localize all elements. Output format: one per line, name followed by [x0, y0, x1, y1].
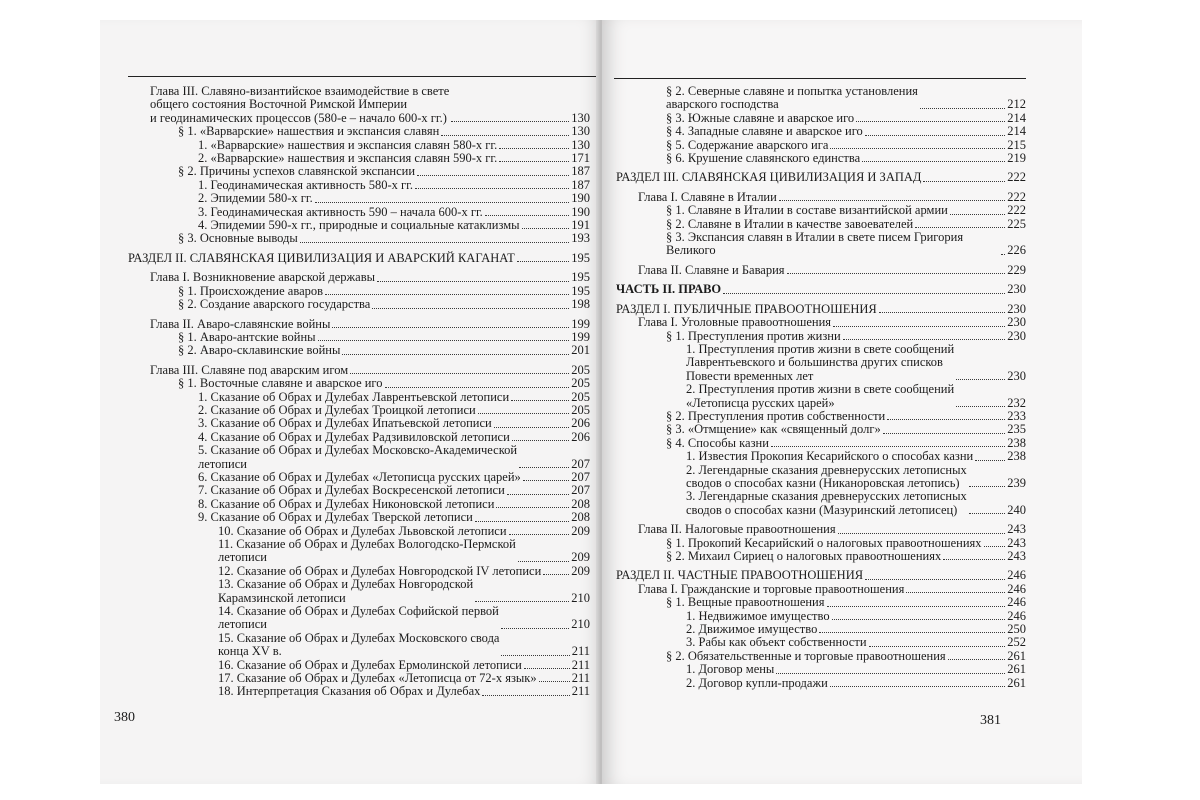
toc-entry [128, 252, 590, 265]
right-page [602, 20, 1082, 784]
toc-entry-page: 209 [571, 550, 590, 565]
toc-entry [128, 525, 590, 538]
toc-leader-dots [830, 686, 1005, 687]
toc-entry-title: 16. Сказание об Обрах и Дулебах Ермолинской летописи [218, 657, 522, 672]
toc-entry-page: 246 [1007, 595, 1026, 610]
toc-entry [128, 206, 590, 219]
toc-entry [128, 578, 590, 605]
toc-entry [128, 179, 590, 192]
toc-entry-title: § 2. Создание аварского государства [178, 297, 371, 312]
toc-leader-dots [865, 135, 1005, 136]
toc-entry-page: 211 [571, 684, 590, 699]
toc-entry-page: 206 [571, 416, 590, 431]
toc-leader-dots [377, 281, 569, 282]
toc-entry-page: 209 [571, 523, 590, 538]
toc-entry [128, 672, 590, 685]
toc-entry-page: 210 [571, 617, 590, 632]
toc-entry-title: § 4. Западные славяне и аварское иго [666, 124, 863, 139]
toc-leader-dots [843, 339, 1006, 340]
toc-entry [616, 423, 1026, 436]
toc-entry-page: 191 [571, 218, 590, 233]
toc-entry [616, 490, 1026, 517]
toc-entry [616, 569, 1026, 582]
toc-entry-page: 211 [571, 657, 590, 672]
toc-entry [128, 431, 590, 444]
toc-leader-dots [943, 559, 1005, 560]
toc-leader-dots [1001, 254, 1005, 255]
toc-entry-page: 230 [1007, 315, 1026, 330]
toc-entry-title: 1. Геодинамическая активность 580-х гг. [198, 177, 413, 192]
toc-entry-page: 225 [1007, 216, 1026, 231]
toc-entry [128, 511, 590, 524]
toc-entry [616, 437, 1026, 450]
toc-entry-title: § 2. Михаил Сириец о налоговых правоотношениях [666, 549, 942, 563]
toc-leader-dots [906, 592, 1005, 593]
toc-entry-title: Глава III. Славяне под аварским игом [150, 362, 349, 377]
toc-entry [128, 498, 590, 511]
toc-entry-page: 205 [571, 402, 590, 417]
toc-entry-page: 190 [571, 204, 590, 219]
toc-entry-title: 1. Договор мены [686, 662, 775, 677]
toc-entry-title: § 3. Экспансия славян в Италии в свете писем Григория Великого [666, 230, 964, 258]
toc-entry [128, 659, 590, 672]
toc-entry [128, 444, 590, 471]
toc-leader-dots [832, 619, 1006, 620]
toc-leader-dots [948, 659, 1006, 660]
toc-entry-page: 261 [1007, 648, 1026, 663]
toc-entry-page: 246 [1007, 581, 1026, 596]
toc-leader-dots [779, 200, 1005, 201]
toc-leader-dots [920, 108, 1005, 109]
toc-entry-title: 8. Сказание об Обрах и Дулебах Никоновской летописи [198, 496, 495, 511]
toc-entry-title: Глава II. Аваро-славянские войны [150, 316, 331, 331]
toc-entry-title: 1. «Варварские» нашествия и экспансия славян 580-х гг. [198, 137, 498, 152]
toc-entry-title: Глава I. Гражданские и торговые правоотношения [638, 581, 905, 596]
table-of-contents [616, 85, 1026, 690]
toc-entry [128, 605, 590, 632]
toc-entry-page: 246 [1007, 568, 1026, 583]
toc-entry-page: 212 [1007, 97, 1026, 112]
toc-entry-page: 199 [571, 329, 590, 344]
toc-entry [616, 623, 1026, 636]
toc-entry-title: 2. «Варварские» нашествия и экспансия славян 590-х гг. [198, 151, 498, 166]
toc-entry-title: § 1. Восточные славяне и аварское иго [178, 376, 383, 391]
toc-leader-dots [494, 427, 570, 428]
toc-entry [128, 219, 590, 232]
toc-entry-page: 222 [1007, 170, 1026, 185]
toc-entry [128, 471, 590, 484]
toc-entry-page: 222 [1007, 203, 1026, 218]
toc-entry-page: 207 [571, 456, 590, 471]
toc-entry-page: 208 [571, 496, 590, 511]
toc-leader-dots [723, 293, 1005, 294]
toc-entry-page: 207 [571, 483, 590, 498]
toc-entry-page: 214 [1007, 110, 1026, 125]
toc-entry [128, 232, 590, 245]
toc-entry [128, 125, 590, 138]
header-rule [128, 76, 596, 77]
toc-entry-page: 130 [571, 124, 590, 139]
toc-entry-page: 208 [571, 510, 590, 525]
toc-entry-title: § 3. Основные выводы [178, 231, 298, 246]
toc-entry-title: 10. Сказание об Обрах и Дулебах Львовской летописи [218, 523, 507, 538]
toc-entry-title: 9. Сказание об Обрах и Дулебах Тверской летописи [198, 510, 473, 525]
toc-entry [616, 316, 1026, 329]
toc-entry-page: 226 [1007, 243, 1026, 258]
toc-entry [616, 139, 1026, 152]
toc-leader-dots [507, 494, 569, 495]
toc-entry [616, 218, 1026, 231]
toc-entry-title: 2. Сказание об Обрах и Дулебах Троицкой летописи [198, 402, 476, 417]
toc-leader-dots [975, 460, 1005, 461]
toc-leader-dots [523, 480, 569, 481]
toc-entry [616, 410, 1026, 423]
toc-entry [616, 450, 1026, 463]
toc-entry-title: 13. Сказание об Обрах и Дулебах Новгородской Карамзинской летописи [218, 577, 474, 605]
toc-entry [616, 596, 1026, 609]
toc-entry [128, 318, 590, 331]
toc-leader-dots [883, 433, 1006, 434]
toc-entry-title: § 1. Аваро-антские войны [178, 329, 316, 344]
toc-entry-title: Глава II. Славяне и Бавария [638, 262, 785, 277]
toc-entry-title: 1. Преступления против жизни в свете сообщений Лаврентьевского и большинства других списков Повести временных лет [686, 341, 955, 383]
toc-entry-title: § 2. Аваро-склавинские войны [178, 343, 341, 358]
toc-entry-title: 5. Сказание об Обрах и Дулебах Московско-Академической летописи [198, 443, 518, 471]
toc-entry-page: 130 [571, 110, 590, 125]
toc-entry-page: 219 [1007, 151, 1026, 166]
toc-entry-title: Глава I. Славяне в Италии [638, 189, 777, 204]
toc-entry [128, 152, 590, 165]
toc-entry [616, 152, 1026, 165]
toc-entry-page: 214 [1007, 124, 1026, 139]
toc-leader-dots [887, 419, 1005, 420]
toc-leader-dots [517, 261, 569, 262]
toc-entry-page: 243 [1007, 522, 1026, 537]
toc-entry-title: § 1. Вещные правоотношения [666, 595, 825, 610]
toc-entry-page: 198 [571, 297, 590, 312]
toc-entry [616, 125, 1026, 138]
toc-entry-page: 240 [1007, 502, 1026, 517]
toc-entry [616, 85, 1026, 112]
toc-leader-dots [350, 373, 569, 374]
toc-entry-title: Глава II. Налоговые правоотношения [638, 522, 836, 537]
toc-entry-page: 238 [1007, 435, 1026, 450]
toc-entry-page: 235 [1007, 422, 1026, 437]
toc-entry-page: 190 [571, 191, 590, 206]
toc-leader-dots [969, 486, 1006, 487]
toc-entry-title: 3. Сказание об Обрах и Дулебах Ипатьевской летописи [198, 416, 492, 431]
toc-entry-title: § 2. Славяне в Италии в качестве завоевателей [666, 216, 914, 231]
toc-entry-page: 229 [1007, 262, 1026, 277]
toc-leader-dots [787, 273, 1006, 274]
toc-leader-dots [475, 521, 569, 522]
toc-leader-dots [819, 632, 1005, 633]
toc-entry-title: Глава I. Уголовные правоотношения [638, 315, 832, 330]
toc-entry-page: 232 [1007, 395, 1026, 410]
toc-entry-title: § 3. Южные славяне и аварское иго [666, 110, 855, 125]
toc-entry [616, 677, 1026, 690]
toc-leader-dots [499, 161, 569, 162]
toc-entry-page: 261 [1007, 662, 1026, 677]
toc-entry-title: 15. Сказание об Обрах и Дулебах Московского свода конца XV в. [218, 630, 500, 659]
toc-entry-title: ЧАСТЬ II. ПРАВО [616, 282, 722, 297]
toc-leader-dots [300, 242, 569, 243]
table-of-contents [128, 85, 590, 699]
toc-entry-page: 206 [571, 429, 590, 444]
toc-entry-page: 209 [571, 563, 590, 578]
toc-entry-page: 246 [1007, 608, 1026, 623]
toc-leader-dots [332, 327, 569, 328]
toc-entry-title: § 4. Способы казни [666, 435, 769, 450]
toc-entry-page: 205 [571, 362, 590, 377]
toc-entry-title: 12. Сказание об Обрах и Дулебах Новгородской IV летописи [218, 563, 542, 578]
toc-leader-dots [415, 188, 569, 189]
toc-leader-dots [485, 215, 569, 216]
toc-entry [128, 377, 590, 390]
toc-entry [616, 231, 1026, 258]
toc-entry-page: 211 [571, 671, 590, 686]
toc-entry-page: 205 [571, 389, 590, 404]
toc-entry [616, 610, 1026, 623]
toc-entry-title: 6. Сказание об Обрах и Дулебах «Летописца русских царей» [198, 469, 521, 484]
toc-leader-dots [915, 227, 1005, 228]
toc-entry-page: 211 [571, 644, 590, 659]
toc-entry-page: 199 [571, 316, 590, 331]
toc-entry [128, 364, 590, 377]
toc-entry [616, 283, 1026, 296]
toc-leader-dots [830, 148, 1005, 149]
toc-entry-page: 250 [1007, 622, 1026, 637]
toc-entry [128, 139, 590, 152]
toc-entry [128, 85, 590, 125]
toc-leader-dots [522, 228, 570, 229]
toc-entry [616, 383, 1026, 410]
toc-entry-title: 7. Сказание об Обрах и Дулебах Воскресенской летописи [198, 483, 505, 498]
toc-entry-title: § 6. Крушение славянского единства [666, 151, 861, 166]
toc-entry [616, 303, 1026, 316]
toc-entry-page: 195 [571, 270, 590, 285]
toc-leader-dots [509, 534, 570, 535]
toc-entry-title: 2. Договор купли-продажи [686, 675, 828, 690]
toc-entry [616, 650, 1026, 663]
toc-entry [128, 565, 590, 578]
toc-leader-dots [482, 695, 569, 696]
toc-entry-title: 18. Интерпретация Сказания об Обрах и Дулебах [218, 684, 481, 699]
toc-entry [128, 391, 590, 404]
toc-entry-title: 2. Легендарные сказания древнерусских летописных сводов о способах казни (Никаноровская летопись) [686, 462, 967, 490]
toc-entry-page: 238 [1007, 449, 1026, 464]
toc-leader-dots [511, 400, 569, 401]
toc-entry-page: 230 [1007, 368, 1026, 383]
toc-entry [616, 330, 1026, 343]
toc-leader-dots [417, 175, 569, 176]
toc-entry-page: 195 [571, 283, 590, 298]
toc-leader-dots [496, 507, 569, 508]
toc-entry-page: 230 [1007, 282, 1026, 297]
toc-entry-page: 230 [1007, 301, 1026, 316]
toc-entry [616, 523, 1026, 536]
toc-entry [128, 285, 590, 298]
toc-entry [128, 538, 590, 565]
toc-entry-page: 193 [571, 231, 590, 246]
toc-entry [128, 484, 590, 497]
toc-entry-page: 243 [1007, 549, 1026, 563]
toc-entry-page: 207 [571, 469, 590, 484]
toc-entry [616, 636, 1026, 649]
toc-entry [616, 264, 1026, 277]
toc-leader-dots [512, 440, 569, 441]
toc-leader-dots [518, 561, 569, 562]
toc-entry-title: § 1. Преступления против жизни [666, 328, 841, 343]
toc-entry-title: Глава I. Возникновение аварской державы [150, 270, 376, 285]
toc-entry-page: 205 [571, 376, 590, 391]
toc-leader-dots [451, 121, 569, 122]
toc-entry-title: 3. Легендарные сказания древнерусских летописных сводов о способах казни (Мазуринский летописец) [686, 489, 967, 517]
toc-entry [616, 464, 1026, 491]
toc-entry-title: § 1. Происхождение аваров [178, 283, 324, 298]
toc-entry-title: 14. Сказание об Обрах и Дулебах Софийской первой летописи [218, 604, 499, 632]
toc-entry [616, 343, 1026, 383]
toc-entry-title: 2. Эпидемии 580-х гг. [198, 191, 313, 206]
toc-entry-title: 4. Сказание об Обрах и Дулебах Радзивиловской летописи [198, 429, 510, 444]
toc-leader-dots [776, 673, 1005, 674]
toc-entry-title: РАЗДЕЛ II. ЧАСТНЫЕ ПРАВООТНОШЕНИЯ [616, 568, 864, 583]
left-page [100, 20, 600, 784]
toc-entry-title: РАЗДЕЛ III. СЛАВЯНСКАЯ ЦИВИЛИЗАЦИЯ И ЗАПАД [616, 170, 922, 185]
toc-leader-dots [385, 387, 570, 388]
toc-entry-title: 3. Рабы как объект собственности [686, 635, 867, 650]
toc-entry-title: 2. Преступления против жизни в свете сообщений «Летописца русских царей» [686, 382, 955, 410]
toc-entry-title: § 5. Содержание аварского ига [666, 137, 829, 152]
toc-entry-title: § 1. Прокопий Кесарийский о налоговых правоотношениях [666, 535, 982, 550]
toc-leader-dots [865, 579, 1005, 580]
toc-leader-dots [441, 135, 569, 136]
toc-entry-page: 252 [1007, 635, 1026, 650]
toc-leader-dots [519, 467, 569, 468]
toc-leader-dots [325, 294, 569, 295]
toc-entry-title: § 2. Обязательственные и торговые правоотношения [666, 648, 946, 663]
toc-entry-page: 187 [571, 177, 590, 192]
toc-entry [128, 192, 590, 205]
toc-entry-page: 195 [571, 250, 590, 265]
page-number: 381 [980, 713, 1001, 728]
toc-entry-page: 210 [571, 590, 590, 605]
toc-entry [128, 271, 590, 284]
toc-entry-title: 2. Движимое имущество [686, 622, 818, 637]
toc-entry [616, 550, 1026, 563]
toc-leader-dots [969, 513, 1006, 514]
toc-entry [128, 331, 590, 344]
page-number: 380 [114, 710, 135, 725]
header-rule [614, 78, 1026, 79]
toc-entry-title: § 1. Славяне в Италии в составе византийской армии [666, 203, 948, 218]
toc-leader-dots [524, 668, 570, 669]
toc-entry [128, 344, 590, 357]
toc-entry [128, 298, 590, 311]
toc-leader-dots [501, 628, 569, 629]
toc-entry-page: 239 [1007, 475, 1026, 490]
toc-entry-title: 1. Известия Прокопия Кесарийского о способах казни [686, 449, 974, 464]
toc-entry [128, 165, 590, 178]
toc-leader-dots [956, 379, 1005, 380]
toc-leader-dots [478, 413, 570, 414]
toc-entry-title: § 2. Северные славяне и попытка установления аварского господства [666, 84, 918, 112]
toc-entry-title: § 3. «Отмщение» как «священный долг» [666, 422, 881, 437]
toc-entry-title: § 2. Причины успехов славянской экспансии [178, 164, 416, 179]
toc-entry-title: § 1. «Варварские» нашествия и экспансия славян [178, 124, 440, 139]
toc-leader-dots [879, 312, 1005, 313]
toc-entry-title: 17. Сказание об Обрах и Дулебах «Летописца от 72-х язык» [218, 671, 537, 686]
toc-entry [616, 171, 1026, 184]
toc-entry-page: 243 [1007, 535, 1026, 550]
toc-leader-dots [543, 574, 569, 575]
toc-entry-title: РАЗДЕЛ I. ПУБЛИЧНЫЕ ПРАВООТНОШЕНИЯ [616, 301, 877, 316]
toc-entry-page: 261 [1007, 675, 1026, 690]
toc-entry [128, 632, 590, 659]
toc-leader-dots [771, 446, 1005, 447]
toc-leader-dots [984, 546, 1006, 547]
toc-entry-page: 171 [571, 151, 590, 166]
toc-leader-dots [499, 148, 569, 149]
toc-entry-page: 130 [571, 137, 590, 152]
toc-entry [616, 583, 1026, 596]
toc-entry-page: 233 [1007, 408, 1026, 423]
toc-entry-title: Глава III. Славяно-византийское взаимодействие в свете общего состояния Восточной Римской Империи и геодинамических процессов (580-е – начало 600-х гг.) [150, 84, 450, 125]
toc-entry-title: 4. Эпидемии 590-х гг., природные и социальные катаклизмы [198, 218, 520, 233]
toc-entry-page: 187 [571, 164, 590, 179]
toc-entry-title: 3. Геодинамическая активность 590 – начала 600-х гг. [198, 204, 483, 219]
toc-entry [616, 191, 1026, 204]
toc-entry-title: 11. Сказание об Обрах и Дулебах Вологодско-Пермской летописи [218, 537, 516, 565]
toc-leader-dots [475, 601, 569, 602]
toc-leader-dots [833, 326, 1005, 327]
toc-leader-dots [956, 406, 1005, 407]
toc-entry [128, 404, 590, 417]
toc-leader-dots [372, 308, 569, 309]
toc-entry [616, 663, 1026, 676]
toc-entry [128, 685, 590, 698]
toc-entry-title: 1. Сказание об Обрах и Дулебах Лаврентьевской летописи [198, 389, 510, 404]
toc-leader-dots [950, 214, 1005, 215]
toc-leader-dots [923, 181, 1005, 182]
toc-leader-dots [862, 161, 1005, 162]
toc-leader-dots [315, 202, 570, 203]
toc-leader-dots [318, 340, 570, 341]
toc-entry [616, 112, 1026, 125]
toc-entry-title: § 2. Преступления против собственности [666, 408, 886, 423]
toc-leader-dots [342, 354, 569, 355]
toc-leader-dots [501, 655, 569, 656]
toc-leader-dots [539, 681, 570, 682]
toc-entry [616, 204, 1026, 217]
toc-leader-dots [869, 646, 1006, 647]
toc-entry-title: РАЗДЕЛ II. СЛАВЯНСКАЯ ЦИВИЛИЗАЦИЯ И АВАРСКИЙ КАГАНАТ [128, 250, 515, 265]
toc-entry-page: 222 [1007, 189, 1026, 204]
toc-entry-page: 230 [1007, 328, 1026, 343]
toc-leader-dots [856, 121, 1005, 122]
toc-entry-page: 215 [1007, 137, 1026, 152]
toc-entry-page: 201 [571, 343, 590, 358]
toc-entry-title: 1. Недвижимое имущество [686, 608, 830, 623]
toc-entry [128, 417, 590, 430]
toc-leader-dots [838, 533, 1006, 534]
toc-entry [616, 537, 1026, 550]
toc-leader-dots [827, 606, 1006, 607]
